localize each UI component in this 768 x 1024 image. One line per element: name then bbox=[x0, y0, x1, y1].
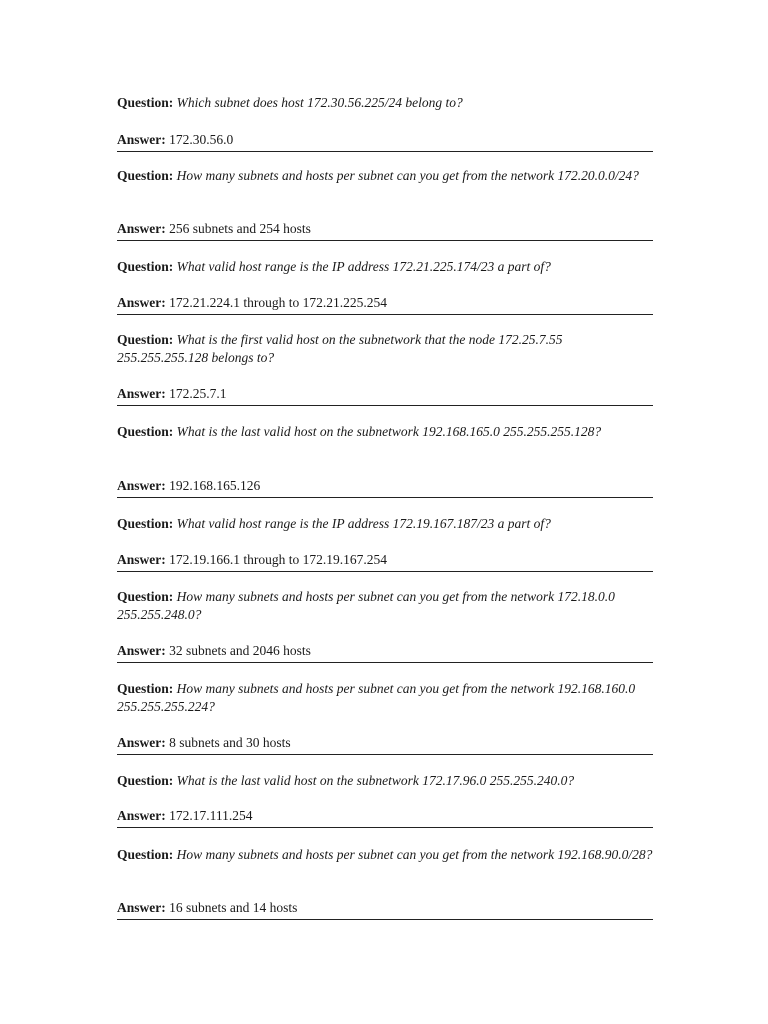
qa-item bbox=[117, 167, 653, 236]
answer-text: 172.21.224.1 through to 172.21.225.254 bbox=[169, 295, 387, 310]
answer bbox=[117, 807, 653, 828]
question-label: Question: bbox=[117, 847, 174, 862]
question-label: Question: bbox=[117, 516, 174, 531]
question bbox=[117, 423, 653, 441]
answer-label: Answer: bbox=[117, 295, 166, 310]
answer-label: Answer: bbox=[117, 386, 166, 401]
question bbox=[117, 515, 653, 533]
answer-text: 16 subnets and 14 hosts bbox=[169, 900, 298, 915]
answer-text: 8 subnets and 30 hosts bbox=[169, 735, 291, 750]
question-label: Question: bbox=[117, 259, 174, 274]
qa-item bbox=[117, 258, 653, 310]
answer bbox=[117, 131, 653, 152]
answer-text: 172.19.166.1 through to 172.19.167.254 bbox=[169, 552, 387, 567]
question-text: What valid host range is the IP address 172.19.167.187/23 a part of? bbox=[176, 516, 551, 531]
answer-text: 172.25.7.1 bbox=[169, 386, 227, 401]
answer-text: 172.17.111.254 bbox=[169, 808, 253, 823]
question-text: How many subnets and hosts per subnet can you get from the network 172.18.0.0 255.255.248.0? bbox=[117, 589, 615, 622]
answer-label: Answer: bbox=[117, 478, 166, 493]
answer bbox=[117, 294, 653, 315]
qa-item bbox=[117, 772, 653, 823]
qa-item bbox=[117, 680, 653, 750]
answer bbox=[117, 220, 653, 241]
question-text: How many subnets and hosts per subnet can you get from the network 192.168.160.0 255.255.255.224? bbox=[117, 681, 636, 714]
answer bbox=[117, 642, 653, 663]
answer-label: Answer: bbox=[117, 643, 166, 658]
question-label: Question: bbox=[117, 168, 174, 183]
answer-label: Answer: bbox=[117, 808, 166, 823]
answer bbox=[117, 385, 653, 406]
question bbox=[117, 588, 653, 624]
answer-label: Answer: bbox=[117, 735, 166, 750]
answer-label: Answer: bbox=[117, 132, 166, 147]
answer bbox=[117, 734, 653, 755]
answer-text: 256 subnets and 254 hosts bbox=[169, 221, 311, 236]
question-text: How many subnets and hosts per subnet can you get from the network 192.168.90.0/28? bbox=[176, 847, 653, 862]
qa-item bbox=[117, 588, 653, 658]
answer bbox=[117, 899, 653, 920]
answer-text: 32 subnets and 2046 hosts bbox=[169, 643, 311, 658]
question bbox=[117, 772, 653, 790]
answer bbox=[117, 551, 653, 572]
question-label: Question: bbox=[117, 681, 174, 696]
answer-label: Answer: bbox=[117, 900, 166, 915]
question-text: Which subnet does host 172.30.56.225/24 belong to? bbox=[176, 95, 463, 110]
qa-item bbox=[117, 331, 653, 401]
question-text: What is the first valid host on the subnetwork that the node 172.25.7.55 255.255.255.128 belongs to? bbox=[117, 332, 563, 365]
answer-label: Answer: bbox=[117, 221, 166, 236]
qa-item bbox=[117, 423, 653, 493]
answer bbox=[117, 477, 653, 498]
qa-item bbox=[117, 846, 653, 915]
question bbox=[117, 94, 653, 112]
question bbox=[117, 258, 653, 276]
question-text: What valid host range is the IP address 172.21.225.174/23 a part of? bbox=[176, 259, 551, 274]
qa-item bbox=[117, 94, 653, 147]
question bbox=[117, 167, 653, 185]
answer-label: Answer: bbox=[117, 552, 166, 567]
question-text: What is the last valid host on the subnetwork 192.168.165.0 255.255.255.128? bbox=[176, 424, 602, 439]
question-text: What is the last valid host on the subnetwork 172.17.96.0 255.255.240.0? bbox=[176, 773, 575, 788]
question bbox=[117, 680, 653, 716]
question-label: Question: bbox=[117, 773, 174, 788]
qa-item bbox=[117, 515, 653, 567]
answer-text: 192.168.165.126 bbox=[169, 478, 261, 493]
question-label: Question: bbox=[117, 589, 174, 604]
question bbox=[117, 331, 653, 367]
question-text: How many subnets and hosts per subnet can you get from the network 172.20.0.0/24? bbox=[176, 168, 639, 183]
question-label: Question: bbox=[117, 95, 174, 110]
answer-text: 172.30.56.0 bbox=[169, 132, 234, 147]
question bbox=[117, 846, 653, 864]
question-label: Question: bbox=[117, 424, 174, 439]
question-label: Question: bbox=[117, 332, 174, 347]
